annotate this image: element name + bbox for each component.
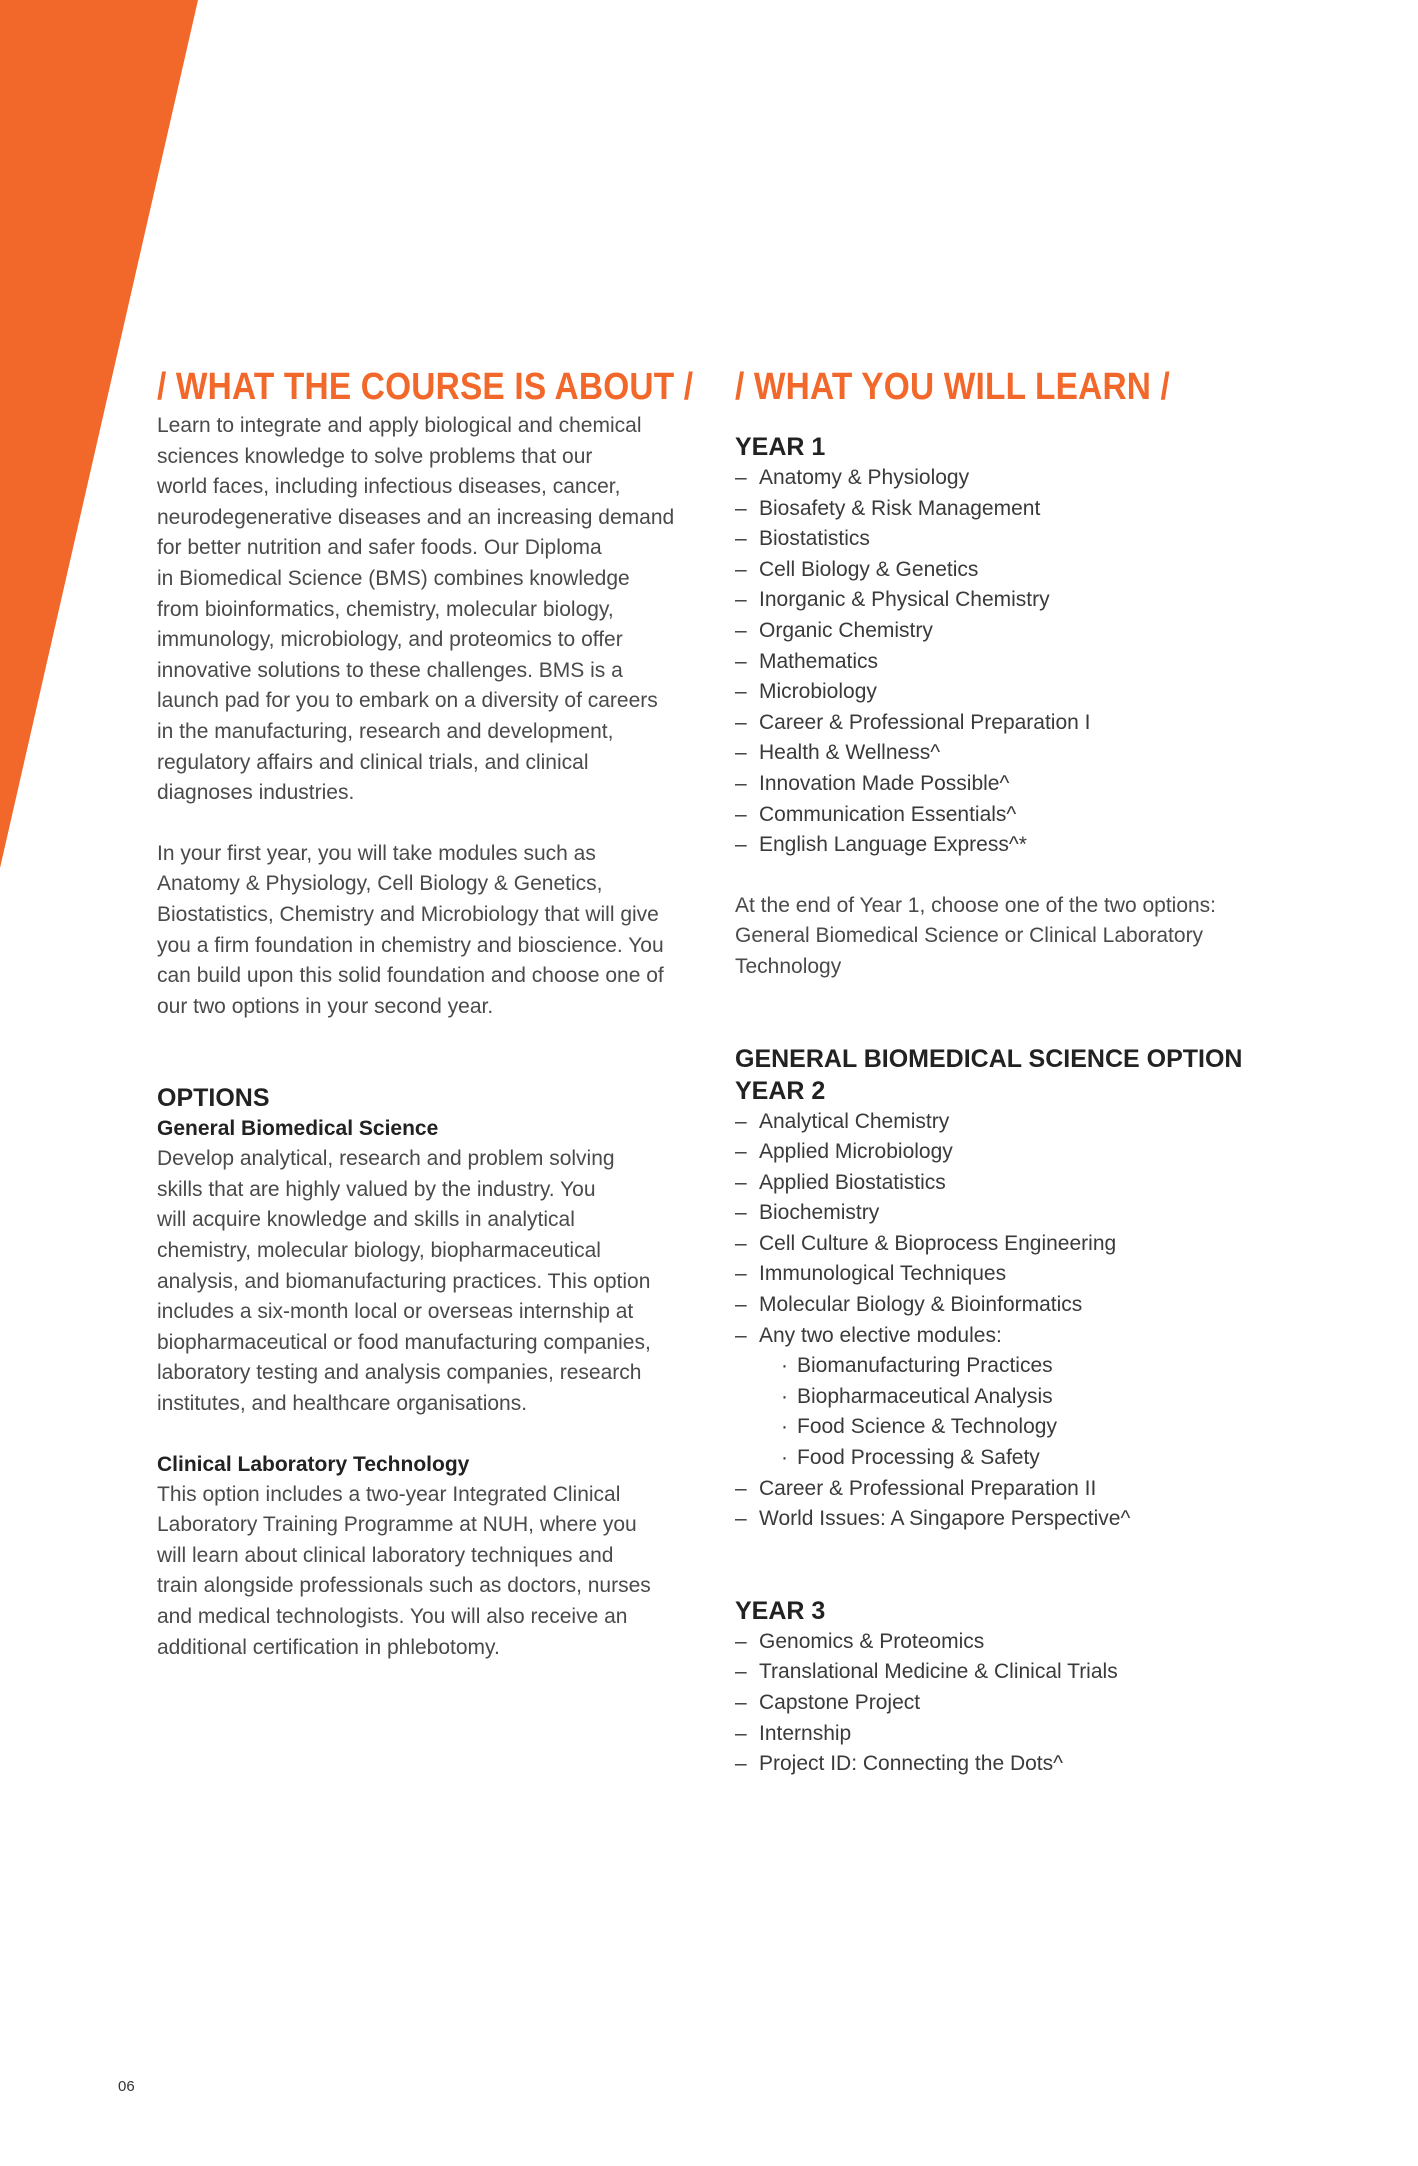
list-item: – Mathematics <box>735 647 1295 678</box>
dash-icon: – <box>735 802 747 826</box>
list-item: – Immunological Techniques <box>735 1259 1295 1290</box>
dash-icon: – <box>735 1691 747 1714</box>
elective-item: · Food Science & Technology <box>781 1412 1295 1443</box>
list-item: – Career & Professional Preparation I <box>735 708 1295 739</box>
bullet-dot-icon: · <box>781 1446 788 1470</box>
dash-icon: – <box>735 1507 747 1531</box>
list-item: – Organic Chemistry <box>735 616 1295 647</box>
option-general-biomedical-text: Develop analytical, research and problem solving skills that are highly valued by the industry. You will acquire knowledge and skills in analytical chemistry, molecular biology, biopharmaceutical analysis, and biomanufacturing practices. This option includes a six-month local or overseas internship at biopharmaceutical or food manufacturing companies, laboratory testing and analysis companies, research institutes, and healthcare organisations. <box>157 1147 651 1416</box>
list-item: – Cell Culture & Bioprocess Engineering <box>735 1229 1295 1260</box>
option-general-biomedical-title: General Biomedical Science <box>157 1117 439 1141</box>
page-number: 06 <box>118 2078 135 2095</box>
dash-icon: – <box>735 680 747 704</box>
list-item: – Capstone Project <box>735 1688 1295 1719</box>
list-item: – Translational Medicine & Clinical Trials <box>735 1657 1295 1688</box>
list-item: – Health & Wellness^ <box>735 738 1295 769</box>
list-item: – Biosafety & Risk Management <box>735 494 1295 525</box>
what-you-will-learn-column <box>735 365 1295 1780</box>
elective-module-list <box>759 1351 1295 1473</box>
list-item: – English Language Express^* <box>735 830 1295 861</box>
list-item: – Cell Biology & Genetics <box>735 555 1295 586</box>
dash-icon: – <box>735 1293 747 1317</box>
list-item: – Microbiology <box>735 677 1295 708</box>
dash-icon: – <box>735 618 747 642</box>
list-item: – Analytical Chemistry <box>735 1107 1295 1138</box>
dash-icon: – <box>735 1752 747 1776</box>
year3-heading: YEAR 3 <box>735 1596 826 1625</box>
list-item: – World Issues: A Singapore Perspective^ <box>735 1504 1295 1535</box>
dash-icon: – <box>735 1231 747 1255</box>
list-item: – Innovation Made Possible^ <box>735 769 1295 800</box>
dash-icon: – <box>735 1629 747 1653</box>
dash-icon: – <box>735 649 747 673</box>
dash-icon: – <box>735 710 747 734</box>
elective-item: · Food Processing & Safety <box>781 1443 1295 1474</box>
what-you-will-learn-heading: / WHAT YOU WILL LEARN / <box>735 366 1171 408</box>
list-item: – Internship <box>735 1719 1295 1750</box>
list-item: – Applied Biostatistics <box>735 1168 1295 1199</box>
list-item: – Applied Microbiology <box>735 1137 1295 1168</box>
bullet-dot-icon: · <box>781 1354 788 1378</box>
dash-icon: – <box>735 1140 747 1164</box>
list-item: – Biochemistry <box>735 1198 1295 1229</box>
dash-icon: – <box>735 1170 747 1194</box>
list-item: – Inorganic & Physical Chemistry <box>735 585 1295 616</box>
gbs-option-heading: GENERAL BIOMEDICAL SCIENCE OPTION YEAR 2 <box>735 1044 1243 1105</box>
year1-module-list <box>735 463 1295 861</box>
list-item: – Project ID: Connecting the Dots^ <box>735 1749 1295 1780</box>
dash-icon: – <box>735 557 747 581</box>
dash-icon: – <box>735 1109 747 1133</box>
option-clinical-lab-title: Clinical Laboratory Technology <box>157 1452 470 1476</box>
course-about-column <box>157 365 694 1663</box>
list-item: – Any two elective modules: · Biomanufacturing Practices · Biopharmaceutical Analysis · Food Science & Technology · Food Processing & Safety <box>735 1321 1295 1474</box>
dash-icon: – <box>735 527 747 551</box>
dash-icon: – <box>735 588 747 612</box>
intro-paragraph-1: Learn to integrate and apply biological and chemical sciences knowledge to solve problems that our world faces, including infectious diseases, cancer, neurodegenerative diseases and an increasing demand for better nutrition and safer foods. Our Diploma in Biomedical Science (BMS) combines knowledge from bioinformatics, chemistry, molecular biology, immunology, microbiology, and proteomics to offer innovative solutions to these challenges. BMS is a launch pad for you to embark on a diversity of careers in the manufacturing, research and development, regulatory affairs and clinical trials, and clinical diagnoses industries. <box>157 414 675 805</box>
year3-module-list <box>735 1627 1295 1780</box>
dash-icon: – <box>735 1201 747 1225</box>
dash-icon: – <box>735 833 747 857</box>
dash-icon: – <box>735 1262 747 1286</box>
list-item: – Communication Essentials^ <box>735 800 1295 831</box>
dash-icon: – <box>735 1323 747 1347</box>
dash-icon: – <box>735 466 747 489</box>
bullet-dot-icon: · <box>781 1415 788 1439</box>
option-clinical-lab-text: This option includes a two-year Integrated Clinical Laboratory Training Programme at NUH, where you will learn about clinical laboratory techniques and train alongside professionals such as doctors, nurses and medical technologists. You will also receive an additional certification in phlebotomy. <box>157 1482 651 1659</box>
list-item: – Anatomy & Physiology <box>735 463 1295 494</box>
dash-icon: – <box>735 741 747 765</box>
year1-options-note: At the end of Year 1, choose one of the two options: General Biomedical Science or Clinical Laboratory Technology <box>735 893 1217 978</box>
list-item: – Molecular Biology & Bioinformatics <box>735 1290 1295 1321</box>
year2-module-list <box>735 1107 1295 1535</box>
course-about-heading: / WHAT THE COURSE IS ABOUT / <box>157 366 694 408</box>
year1-heading: YEAR 1 <box>735 433 826 461</box>
dash-icon: – <box>735 771 747 795</box>
list-item: – Biostatistics <box>735 524 1295 555</box>
options-heading: OPTIONS <box>157 1084 270 1113</box>
dash-icon: – <box>735 1721 747 1745</box>
elective-item: · Biomanufacturing Practices <box>781 1351 1295 1382</box>
intro-paragraph-2: In your first year, you will take modules such as Anatomy & Physiology, Cell Biology & Genetics, Biostatistics, Chemistry and Microbiology that will give you a firm foundation in chemistry and bioscience. You can build upon this solid foundation and choose one of our two options in your second year. <box>157 841 664 1018</box>
dash-icon: – <box>735 1476 747 1500</box>
elective-item: · Biopharmaceutical Analysis <box>781 1382 1295 1413</box>
dash-icon: – <box>735 1660 747 1684</box>
dash-icon: – <box>735 496 747 520</box>
list-item: – Genomics & Proteomics <box>735 1627 1295 1658</box>
list-item: – Career & Professional Preparation II <box>735 1474 1295 1505</box>
bullet-dot-icon: · <box>781 1384 788 1408</box>
